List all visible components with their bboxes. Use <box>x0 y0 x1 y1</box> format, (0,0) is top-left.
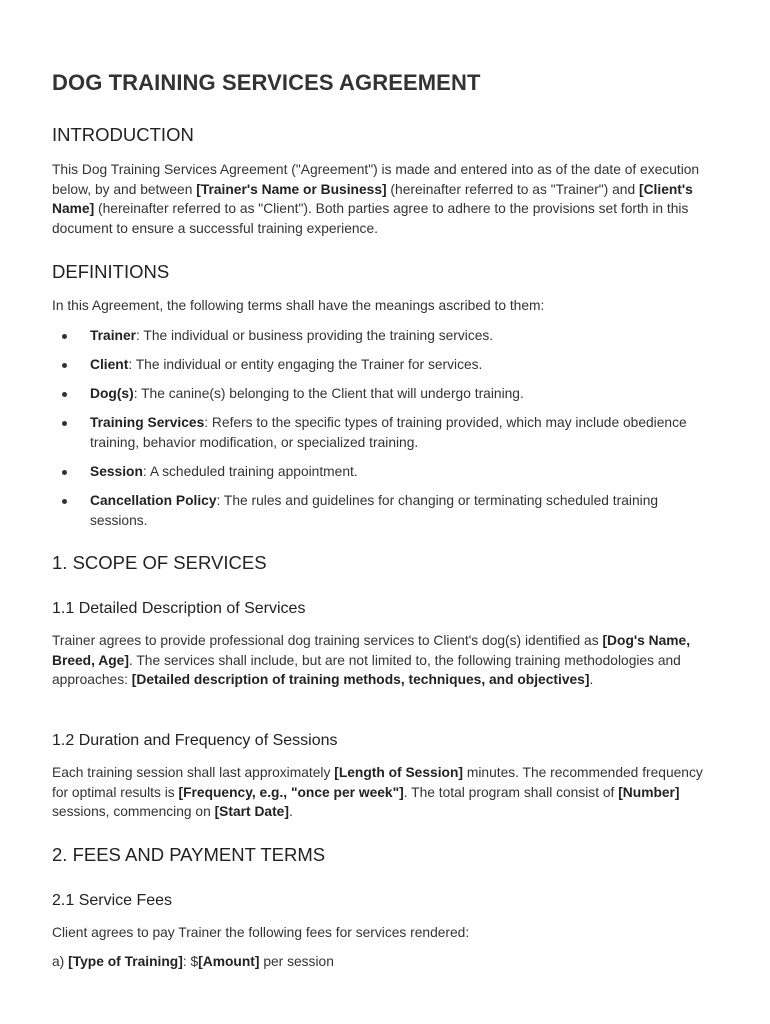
definition-desc: : The individual or entity engaging the Trainer for services. <box>128 357 483 372</box>
training-methods-placeholder: [Detailed description of training methods, techniques, and objectives] <box>131 672 590 688</box>
definition-term: Client <box>90 357 129 372</box>
fees-2-1-heading: 2.1 Service Fees <box>52 892 173 909</box>
definition-desc: : The individual or business providing the training services. <box>136 328 494 343</box>
definitions-heading: DEFINITIONS <box>52 261 170 282</box>
definition-text <box>90 462 690 482</box>
introduction-paragraph <box>52 160 714 238</box>
session-length-placeholder: [Length of Session] <box>334 765 463 780</box>
text-run: (hereinafter referred to as "Client"). Both parties agree to adhere to the provisions set forth in this document to ensure a successful training experience. <box>52 201 689 236</box>
frequency-placeholder: [Frequency, e.g., "once per week"] <box>178 784 404 800</box>
text-run: . <box>288 804 293 820</box>
definition-term: Session <box>90 464 143 479</box>
definition-desc: : The canine(s) belonging to the Client that will undergo training. <box>133 386 524 401</box>
definition-text <box>90 355 690 375</box>
bullet-icon <box>62 363 67 368</box>
scope-1-2-paragraph <box>52 763 714 822</box>
definition-term: Training Services <box>90 415 205 430</box>
dog-details-placeholder: [Dog's Name, Breed, Age] <box>52 633 691 668</box>
session-number-placeholder: [Number] <box>618 784 680 800</box>
definitions-intro: In this Agreement, the following terms shall have the meanings ascribed to them: <box>52 298 545 313</box>
text-run: per session <box>259 954 334 969</box>
training-type-placeholder: [Type of Training] <box>68 954 183 969</box>
scope-heading: 1. SCOPE OF SERVICES <box>52 552 267 573</box>
text-run: . The services shall include, but are not limited to, the following training methodologies and approaches: <box>52 652 681 688</box>
definition-term: Cancellation Policy <box>90 493 217 508</box>
amount-placeholder: [Amount] <box>198 954 260 969</box>
text-run: Each training session shall last approximately <box>52 765 335 780</box>
definition-desc: : A scheduled training appointment. <box>142 464 358 479</box>
text-run: This Dog Training Services Agreement ("Agreement") is made and entered into as of the date of execution below, by and between <box>52 162 700 197</box>
bullet-icon <box>62 392 67 397</box>
fees-heading: 2. FEES AND PAYMENT TERMS <box>52 844 326 865</box>
definition-text <box>90 413 690 452</box>
definition-text <box>90 491 690 530</box>
scope-1-1-heading: 1.1 Detailed Description of Services <box>52 600 306 617</box>
introduction-heading: INTRODUCTION <box>52 124 194 145</box>
definition-text <box>90 384 690 404</box>
start-date-placeholder: [Start Date] <box>214 804 289 820</box>
definition-term: Trainer <box>90 328 137 343</box>
client-name-placeholder: [Client's Name] <box>52 181 693 217</box>
bullet-icon <box>62 421 67 426</box>
text-run: (hereinafter referred to as "Trainer") and <box>386 181 639 197</box>
text-run: Trainer agrees to provide professional dog training services to Client's dog(s) identified as <box>52 633 603 648</box>
text-run: a) <box>52 954 69 969</box>
bullet-icon <box>62 499 67 504</box>
scope-1-2-heading: 1.2 Duration and Frequency of Sessions <box>52 732 338 749</box>
definition-desc: : The rules and guidelines for changing or terminating scheduled training sessions. <box>90 493 659 528</box>
page-title: DOG TRAINING SERVICES AGREEMENT <box>52 70 481 95</box>
definition-term: Dog(s) <box>90 386 134 401</box>
bullet-icon <box>62 334 67 339</box>
text-run: . <box>589 672 594 688</box>
bullet-icon <box>62 470 67 475</box>
scope-1-1-paragraph <box>52 631 714 690</box>
text-run: minutes. The recommended frequency for optimal results is <box>52 765 703 800</box>
trainer-name-placeholder: [Trainer's Name or Business] <box>196 181 387 197</box>
definition-desc: : Refers to the specific types of training provided, which may include obedience training, behavior modification, or specialized training. <box>90 415 687 450</box>
fees-intro: Client agrees to pay Trainer the following fees for services rendered: <box>52 925 470 940</box>
fee-item <box>52 952 714 972</box>
definition-text <box>90 326 690 346</box>
text-run: sessions, commencing on <box>52 804 215 820</box>
text-run: : $ <box>182 954 199 969</box>
text-run: . The total program shall consist of <box>403 784 619 800</box>
